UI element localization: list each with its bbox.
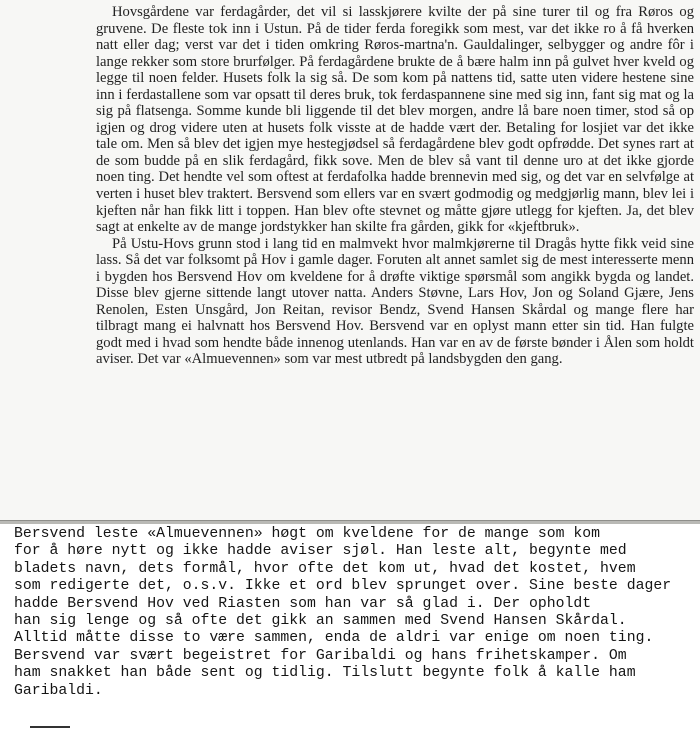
typed-line: for å høre nytt og ikke hadde aviser sjøl. Han leste alt, begynte med (14, 543, 627, 560)
paragraph-malmvekt: På Ustu-Hovs grunn stod i lang tid en malmvekt hvor malmkjørerne til Dragås hytte fikk veid sine lass. Så det var folksomt på Hov i gamle dager. Foruten alt annet samlet sig de mest interesserte menn i bygden hos Bersvend Hov om kveldene for å drøfte viktige spørsmål som angikk bygda og landet. Disse blev gjerne sittende langt utover natta. Anders Støvne, Lars Hov, Jon og Soland Gjære, Jens Renolen, Esten Unsgård, Jon Reitan, revisor Bendz, Svend Hansen Skårdal og mange flere har tilbragt mang ei halvnatt hos Bersvend Hov. Bersvend var en oplyst mann etter sin tid. Han fulgte godt med i hvad som hendte både innenog utenlands. Han var en av de første bønder i Ålen som holdt aviser. Det var «Almuevennen» som var mest utbredt på landsbygden den gang. (96, 235, 694, 368)
typed-line: Garibaldi. (14, 682, 103, 699)
trimmed-text-remnant (30, 726, 70, 728)
typed-line: han sig lenge og så ofte det gikk an sammen med Svend Hansen Skårdal. (14, 613, 627, 630)
paragraph-ferdagarder: Hovsgårdene var ferdagårder, det vil si lasskjørere kvilte der på sine turer til og fra Røros og gruvene. De fleste tok inn i Ustun. På de tider ferda foregikk som mest, var det ikke ro å få hverken natt eller dag; verst var det i tiden omkring Røros-martna'n. Gauldalinger, selbygger og andre fôr i lange rekker som store brurfølger. På ferdagårdene brukte de å bære halm inn på gulvet hver kveld og legge til noen felder. Husets folk la sig så. De som kom på nattens tid, satte uten videre hestene sine inn i ferdastallene som var opsatt til deres bruk, tok ferdaspannene sine med sig inn, fant sig mat og la sig på flatsenga. Somme kunde bli liggende til det blev morgen, andre lå bare noen timer, stod så op igjen og drog videre uten at husets folk visste at de hadde vært der. Betaling for losjiet var det ikke tale om. Men så blev det igjen mye hestegjødsel så ferdagårdene blev godt opfrødde. Det synes rart at de som budde på en slik ferdagård, fikk sove. Men de blev så vant til denne uro at det ikke gjorde noen ting. Det hendte vel som oftest at ferdafolka hadde brennevin med sig, og det var en selvfølge at verten i huset blev traktert. Bersvend som ellers var en svært godmodig og medgjørlig mann, blev lei i kjeften når han fikk litt i toppen. Han blev ofte stevnet og måtte gjøre utlegg for kjeften. Ja, det blev sagt at enkelte av de mange jordstykker han skilte fra gården, gikk for «kjeftbruk». (96, 4, 694, 236)
typed-clipping (0, 524, 700, 734)
clipping-text-block (96, 4, 694, 368)
typed-line: ham snakket han både sent og tidlig. Tilslutt begynte folk å kalle ham (14, 665, 636, 682)
typed-line: som redigerte det, o.s.v. Ikke et ord blev sprunget over. Sine beste dager (14, 578, 672, 595)
typed-line: Bersvend leste «Almuevennen» høgt om kveldene for de mange som kom (14, 526, 601, 542)
typed-line: bladets navn, dets formål, hvor ofte det kom ut, hvad det kostet, hvem (14, 560, 636, 577)
typed-line: Alltid måtte disse to være sammen, enda de aldri var enige om noen ting. (14, 630, 654, 647)
typed-line: hadde Bersvend Hov ved Riasten som han var så glad i. Der opholdt (14, 595, 592, 612)
typed-text-block (14, 526, 690, 700)
typed-line: Bersvend var svært begeistret for Garibaldi og hans frihetskamper. Om (14, 647, 627, 664)
